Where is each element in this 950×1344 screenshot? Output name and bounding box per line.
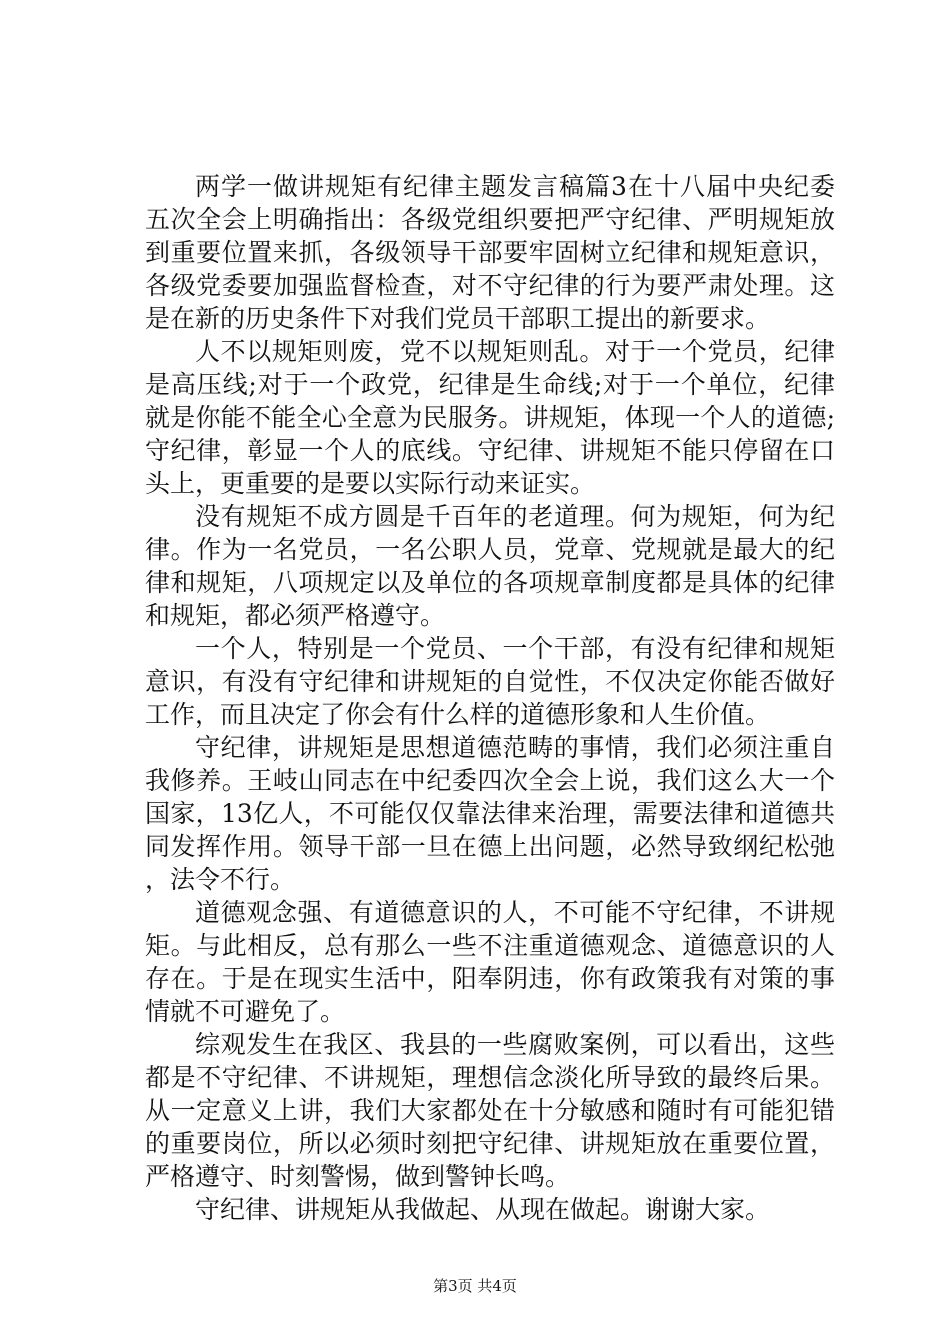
paragraph-7: 综观发生在我区、我县的一些腐败案例，可以看出，这些都是不守纪律、不讲规矩，理想信念淡化所导致的最终后果。从一定意义上讲，我们大家都处在十分敏感和随时有可能犯错的重要岗位，所以必须时刻把守纪律、讲规矩放在重要位置，严格遵守、时刻警惕，做到警钟长鸣。	[145, 1030, 835, 1191]
paragraph-6: 道德观念强、有道德意识的人，不可能不守纪律，不讲规矩。与此相反，总有那么一些不注重道德观念、道德意识的人存在。于是在现实生活中，阳奉阴违，你有政策我有对策的事情就不可避免了。	[145, 898, 835, 1026]
paragraph-5: 守纪律，讲规矩是思想道德范畴的事情，我们必须注重自我修养。王岐山同志在中纪委四次全会上说，我们这么大一个国家，13亿人，不可能仅仅靠法律来治理，需要法律和道德共同发挥作用。领导干部一旦在德上出问题，必然导致纲纪松弛，法令不行。	[145, 733, 835, 894]
page-number-footer: 第3页 共4页	[433, 1277, 517, 1295]
paragraph-2: 人不以规矩则废，党不以规矩则乱。对于一个党员，纪律是高压线;对于一个政党，纪律是生命线;对于一个单位，纪律就是你能不能全心全意为民服务。讲规矩，体现一个人的道德;守纪律，彰显一个人的底线。守纪律、讲规矩不能只停留在口头上，更重要的是要以实际行动来证实。	[145, 337, 835, 498]
paragraph-1: 两学一做讲规矩有纪律主题发言稿篇3在十八届中央纪委五次全会上明确指出：各级党组织要把严守纪律、严明规矩放到重要位置来抓，各级领导干部要牢固树立纪律和规矩意识，各级党委要加强监督检查，对不守纪律的行为要严肃处理。这是在新的历史条件下对我们党员干部职工提出的新要求。	[145, 172, 835, 333]
paragraph-3: 没有规矩不成方圆是千百年的老道理。何为规矩，何为纪律。作为一名党员，一名公职人员，党章、党规就是最大的纪律和规矩，八项规定以及单位的各项规章制度都是具体的纪律和规矩，都必须严格遵守。	[145, 502, 835, 630]
paragraph-8: 守纪律、讲规矩从我做起、从现在做起。谢谢大家。	[195, 1195, 771, 1224]
document-body	[145, 170, 835, 1226]
paragraph-4: 一个人，特别是一个党员、一个干部，有没有纪律和规矩意识，有没有守纪律和讲规矩的自觉性，不仅决定你能否做好工作，而且决定了你会有什么样的道德形象和人生价值。	[145, 634, 835, 729]
